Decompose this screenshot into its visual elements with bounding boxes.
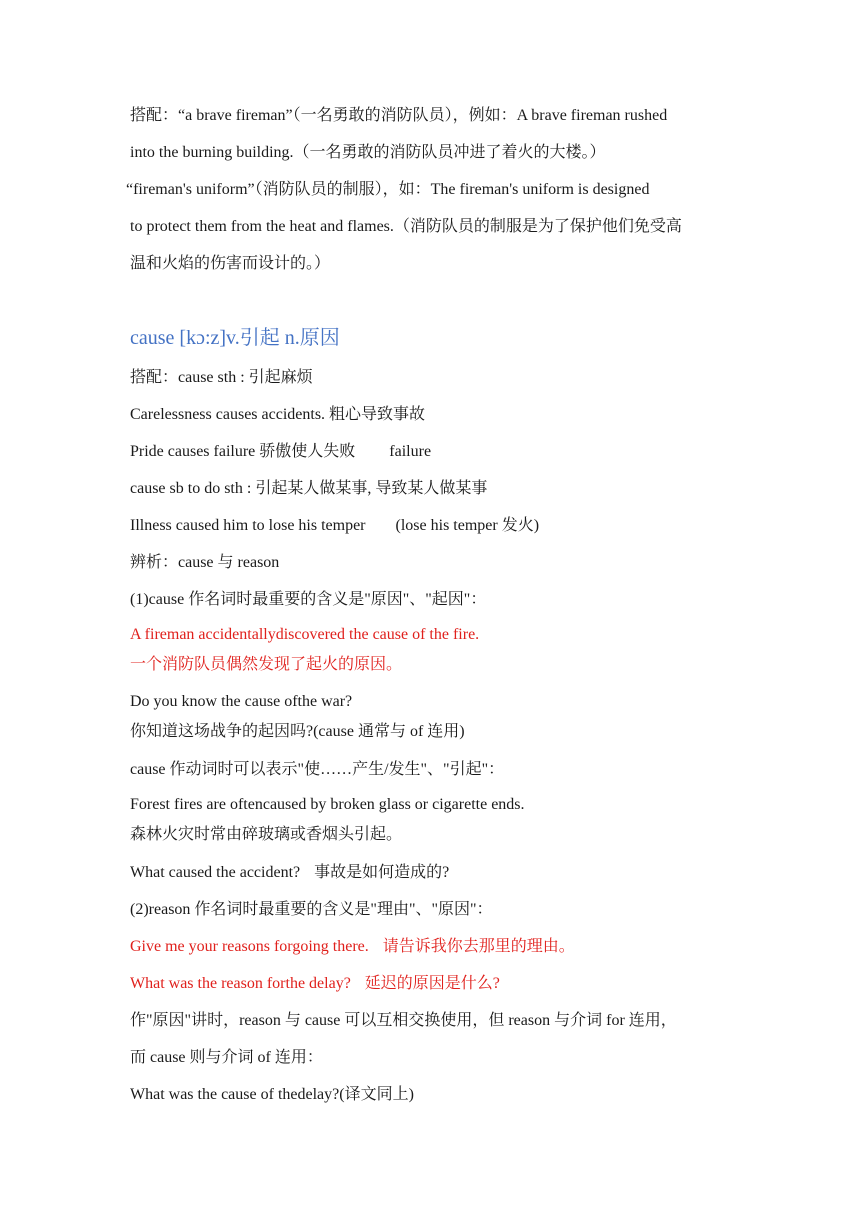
point-2-line: (2)reason 作名词时最重要的含义是"理由"、"原因"： [130,901,493,918]
example-4-cn: 你知道这场战争的起因吗?(cause 通常与 of 连用) [130,723,465,740]
red-example-3-en: What was the reason forthe delay? [130,975,351,992]
example-3-text: Illness caused him to lose his temper [130,517,366,534]
collocation-line-1: 搭配：cause sth : 引起麻烦 [130,369,313,386]
analysis-line: 辨析：cause 与 reason [130,554,280,571]
example-line-7: What was the cause of thedelay?(译文同上) [130,1086,414,1103]
example-line-6 [130,863,449,883]
verb-note-line: cause 作动词时可以表示"使……产生/发生"、"引起"： [130,761,505,778]
example-3-note: (lose his temper 发火) [395,517,540,534]
entry-heading: cause [kɔ:z]v.引起 n.原因 [130,327,340,349]
example-5-en: Forest fires are oftencaused by broken glass or cigarette ends. [130,796,525,813]
red-example-2 [130,937,575,957]
red-example-2-en: Give me your reasons forgoing there. [130,938,369,955]
intro-line-3: “fireman's uniform”（消防队员的制服），如：The fireman's uniform is designed [126,181,650,198]
intro-line-1: 搭配：“a brave fireman”（一名勇敢的消防队员），例如：A brave fireman rushed [130,107,668,124]
intro-line-5: 温和火焰的伤害而设计的。） [130,255,331,272]
collocation-line-2: cause sb to do sth : 引起某人做某事, 导致某人做某事 [130,480,488,497]
example-4-en: Do you know the cause ofthe war? [130,693,353,710]
red-example-2-cn: 请告诉我你去那里的理由。 [382,938,575,955]
example-line-2 [130,442,431,462]
red-example-1-en: A fireman accidentallydiscovered the cause of the fire. [130,626,480,643]
example-line-1: Carelessness causes accidents. 粗心导致事故 [130,406,426,423]
example-line-3 [130,516,539,536]
point-1-line: (1)cause 作名词时最重要的含义是"原因"、"起因"： [130,591,487,608]
intro-line-2: into the burning building.（一名勇敢的消防队员冲进了着火的大楼。） [130,144,606,161]
usage-line-1: 作"原因"讲时，reason 与 cause 可以互相交换使用，但 reason 与介词 for 连用， [130,1012,677,1029]
example-6-cn: 事故是如何造成的? [314,864,450,881]
example-2-text: Pride causes failure 骄傲使人失败 [130,443,356,460]
red-example-3-cn: 延迟的原因是什么? [364,975,500,992]
red-example-3 [130,974,500,994]
example-2-word: failure [389,443,432,460]
example-6-en: What caused the accident? [130,864,301,881]
example-5-cn: 森林火灾时常由碎玻璃或香烟头引起。 [130,826,403,843]
intro-line-4: to protect them from the heat and flames.（消防队员的制服是为了保护他们免受高 [130,218,682,235]
red-example-1-cn: 一个消防队员偶然发现了起火的原因。 [130,656,403,673]
usage-line-2: 而 cause 则与介词 of 连用： [130,1049,323,1066]
